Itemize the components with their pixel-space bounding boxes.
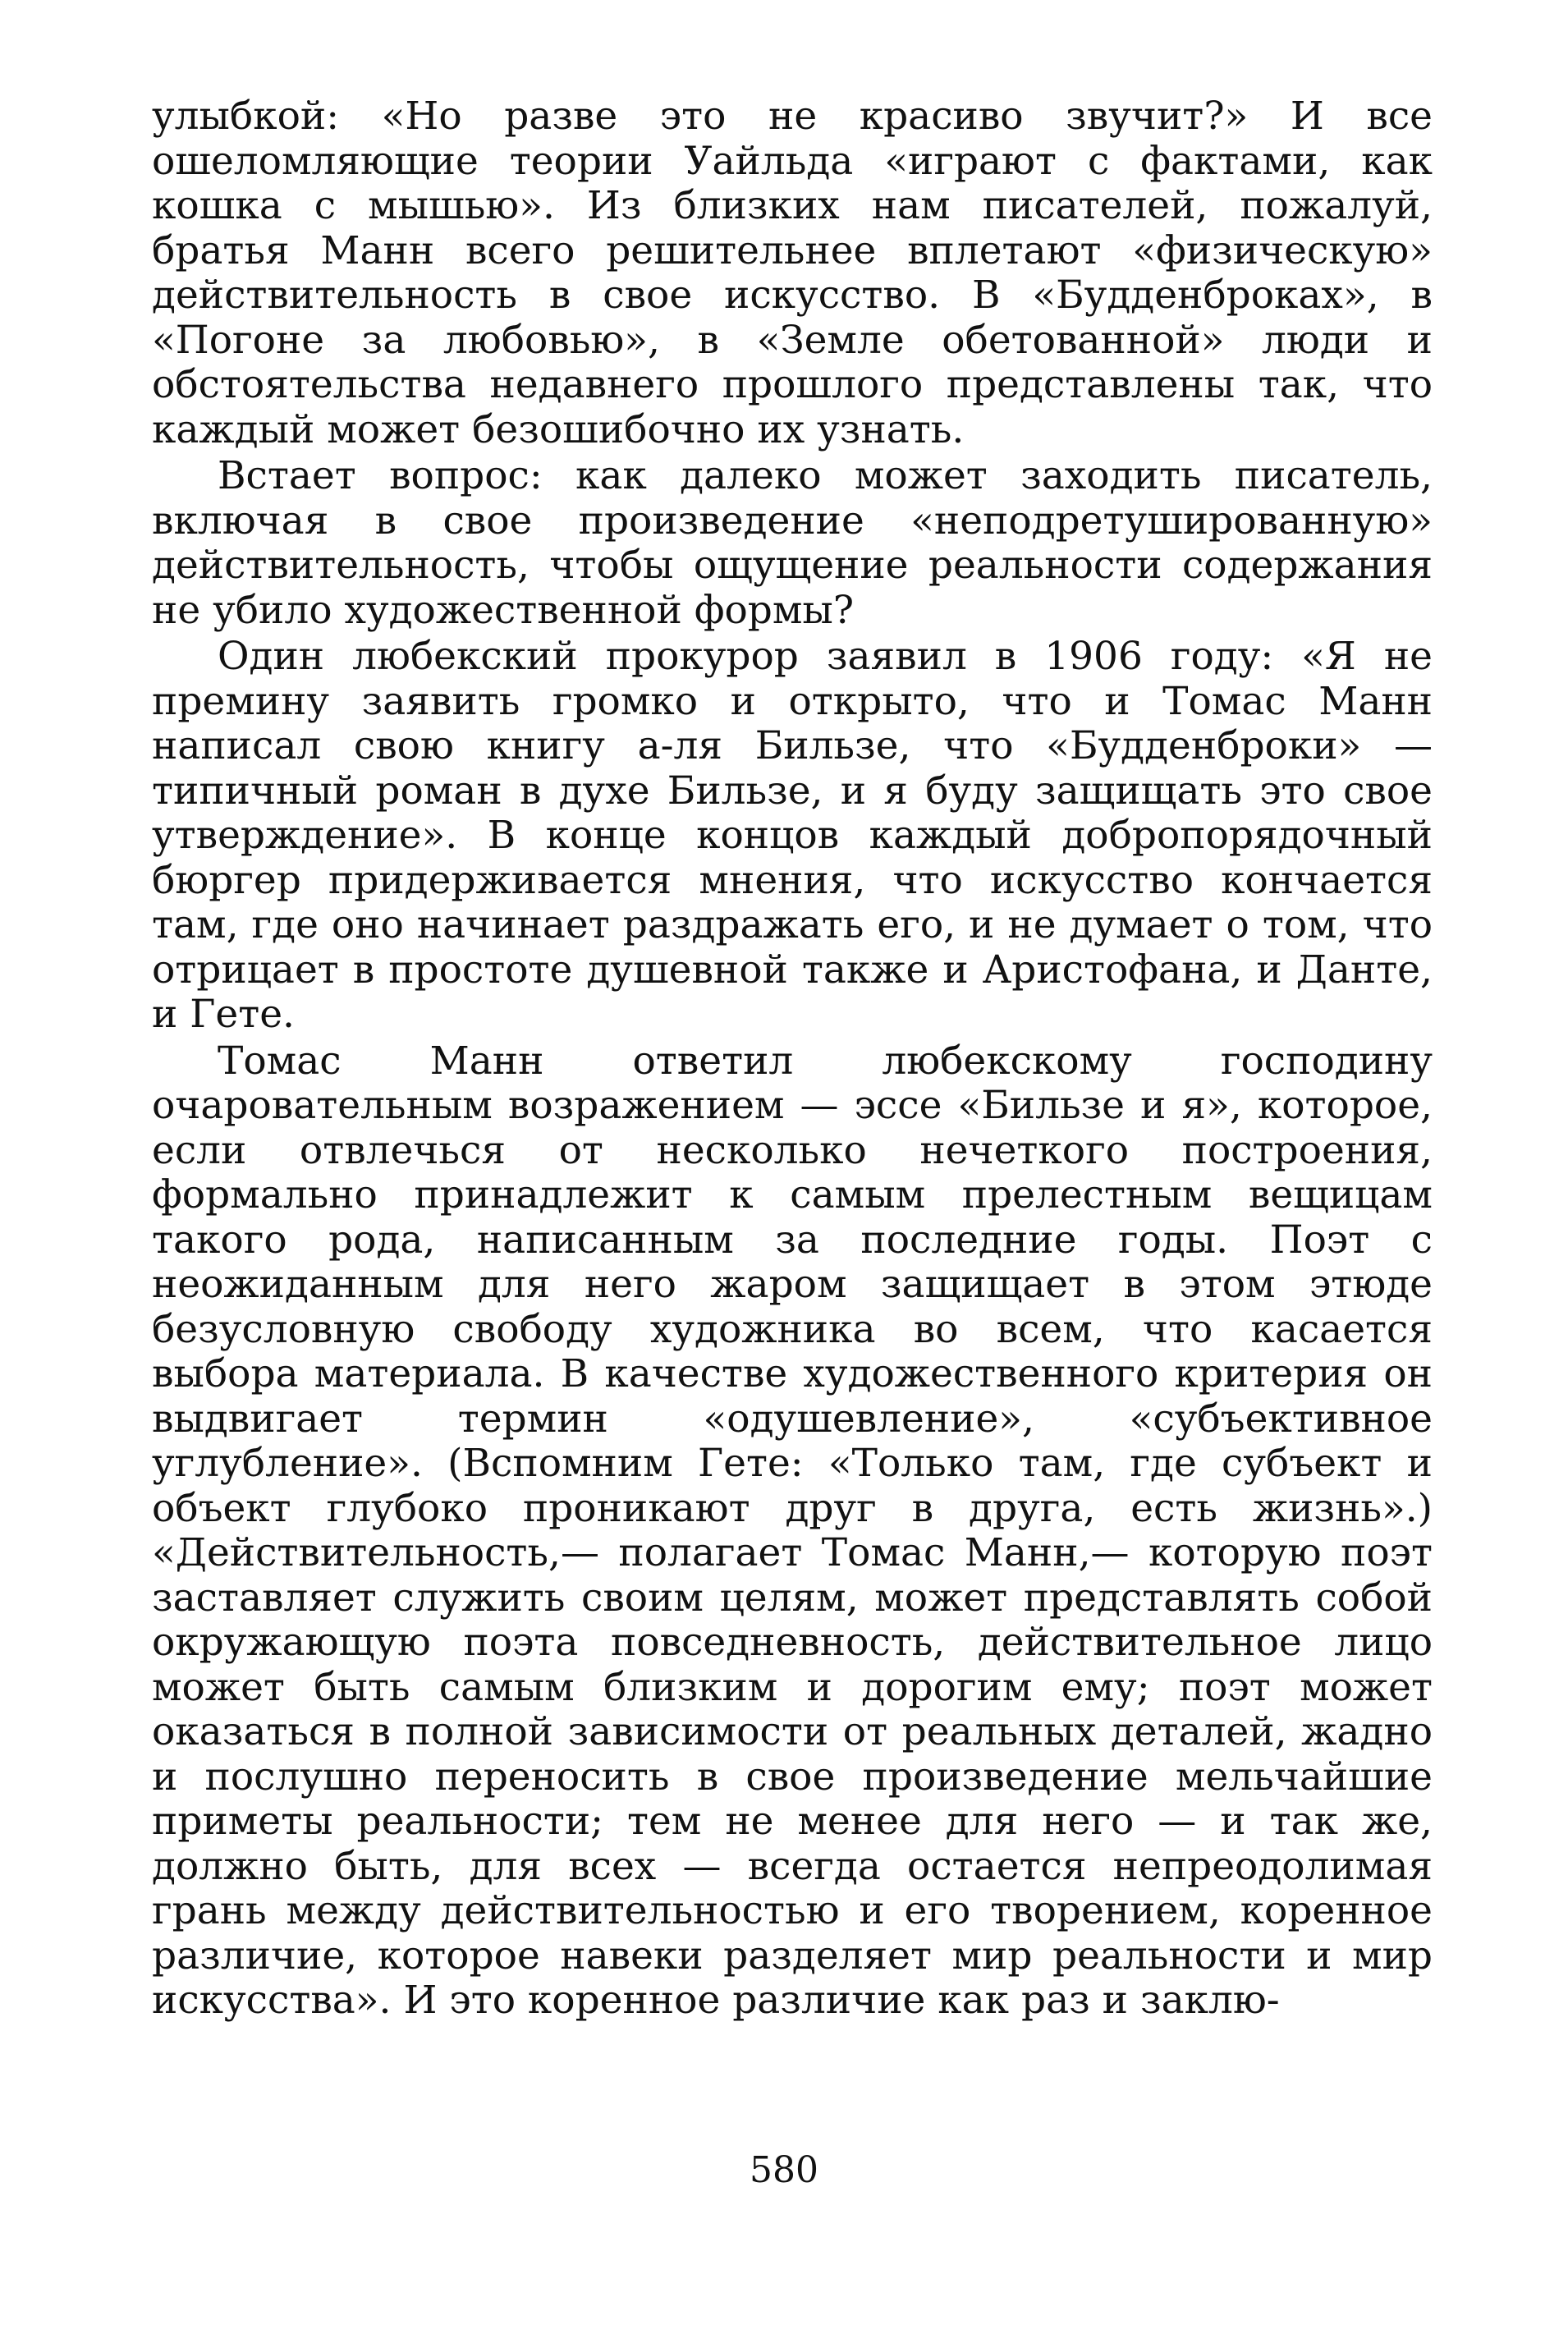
paragraph-3: Один любекский прокурор заявил в 1906 году: «Я не премину заявить громко и открыто, что и Томас Манн написал свою книгу а-ля Бильзе, что «Будденброки» — типичный роман в духе Бильзе, и я буду защищать это свое утверждение». В конце концов каждый добропорядочный бюргер придерживается мнения, что искусство кончается там, где оно начинает раздражать его, и не думает о том, что отрицает в простоте душевной также и Аристофана, и Данте, и Гете. [152,634,1433,1037]
paragraph-4: Томас Манн ответил любекскому господину очаровательным возражением — эссе «Бильзе и я», которое, если отвлечься от несколько нечеткого построения, формально принадлежит к самым прелестным вещицам такого рода, написанным за последние годы. Поэт с неожиданным для него жаром защищает в этом этюде безусловную свободу художника во всем, что касается выбора материала. В качестве художественного критерия он выдвигает термин «одушевление», «субъективное углубление». (Вспомним Гете: «Только там, где субъект и объект глубоко проникают друг в друга, есть жизнь».) «Действительность,— полагает Томас Манн,— которую поэт заставляет служить своим целям, может представлять собой окружающую поэта повседневность, действительное лицо может быть самым близким и дорогим ему; поэт может оказаться в полной зависимости от реальных деталей, жадно и послушно переносить в свое произведение мельчайшие приметы реальности; тем не менее для него — и так же, должно быть, для всех — всегда остается непреодолимая грань между действительностью и его творением, коренное различие, которое навеки разделяет мир реальности и мир искусства». И это коренное различие как раз и заклю- [152,1038,1433,2023]
paragraph-2: Встает вопрос: как далеко может заходить писатель, включая в свое произведение «неподретушированную» действительность, чтобы ощущение реальности содержания не убило художественной формы? [152,453,1433,633]
page-number: 580 [750,2149,818,2191]
paragraph-1: улыбкой: «Но разве это не красиво звучит?» И все ошеломляющие теории Уайльда «играют с фактами, как кошка с мышью». Из близких нам писателей, пожалуй, братья Манн всего решительнее вплетают «физическую» действительность в свое искусство. В «Будденброках», в «Погоне за любовью», в «Земле обетованной» люди и обстоятельства недавнего прошлого представлены так, что каждый может безошибочно их узнать. [152,94,1433,452]
body-text [152,94,1433,2025]
